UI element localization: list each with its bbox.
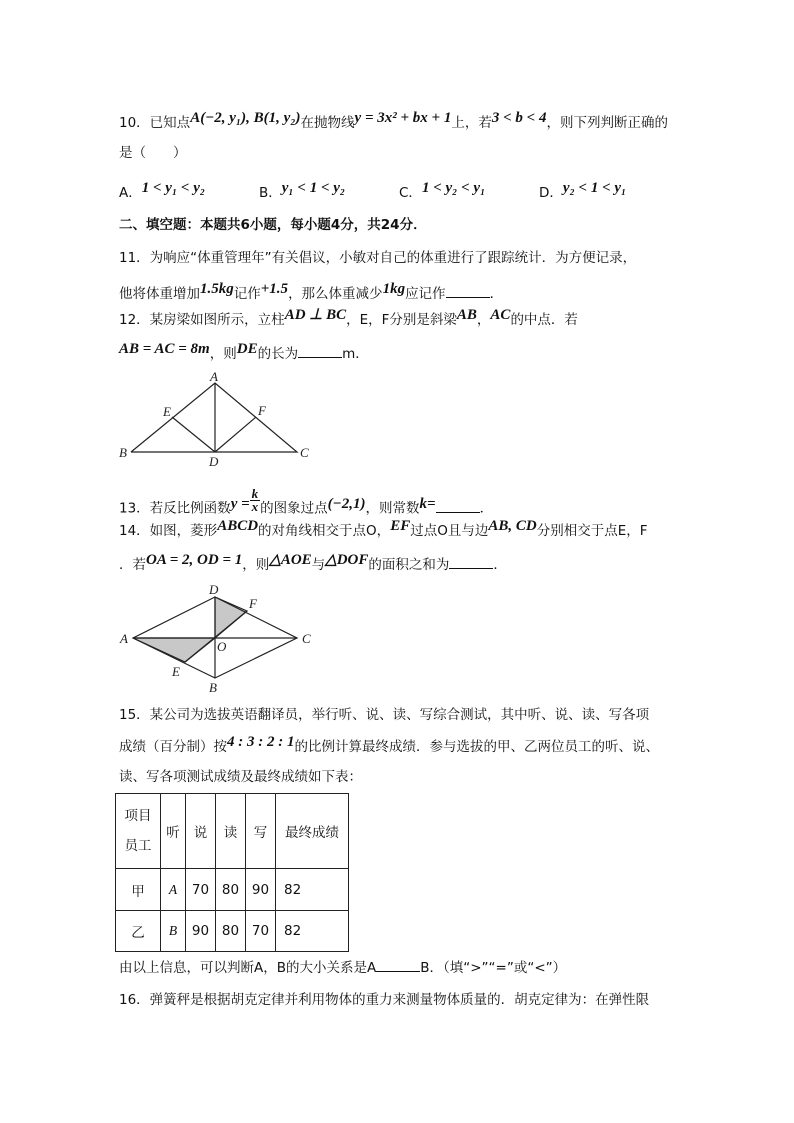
q14-line2 (119, 554, 507, 574)
q11-text: ，那么体重减少 (288, 286, 383, 302)
q12-text: ， (476, 312, 491, 328)
table-header-row (116, 794, 349, 869)
header-cell: 写 (246, 794, 276, 869)
option-expr: 1 < y₂ < y₁ (421, 180, 486, 196)
q12-text: 的中点．若 (510, 312, 578, 328)
cell: 80 (216, 869, 246, 911)
beam-df (215, 417, 256, 452)
cell: 甲 (116, 869, 161, 911)
table-row (116, 869, 349, 911)
q10-text: 10．已知点 (119, 115, 191, 131)
q10-condition-math: 3 < b < 4 (491, 110, 547, 126)
shaded-triangle-dof (215, 597, 247, 638)
q14-text: 过点O且与边 (410, 523, 489, 539)
fig1-label-d: D (209, 454, 219, 469)
header-corner-top: 项目 (124, 808, 152, 824)
q11-line1: 11．为响应“体重管理年”有关倡议，小敏对自己的体重进行了跟踪统计．为方便记录， (119, 250, 637, 266)
q14-text: 14．如图，菱形 (119, 523, 218, 539)
option-label: C． (399, 185, 422, 201)
q12-text: ，则 (209, 346, 237, 362)
q15-line2 (119, 734, 659, 756)
option-label: A． (119, 185, 142, 201)
q13-math: (−2,1) (327, 495, 366, 512)
fig2-label-d: D (209, 582, 219, 597)
q10-text: 在抛物线 (300, 115, 355, 131)
q14-text: ，则 (242, 557, 270, 573)
option-expr: y₂ < 1 < y₁ (562, 180, 627, 196)
fig2-label-c: C (302, 631, 311, 646)
q16-line1: 16．弹簧秤是根据胡克定律并利用物体的重力来测量物体质量的．胡克定律为：在弹性限 (119, 992, 650, 1008)
q10-line2: 是（ ） (119, 145, 187, 161)
q14-text: 的面积之和为 (368, 557, 450, 573)
q10-parabola-math: y = 3x² + bx + 1 (354, 110, 452, 126)
fig1-label-e: E (163, 404, 171, 419)
q12-text: 12．某房梁如图所示，立柱 (119, 312, 285, 328)
q14-math: OA = 2, OD = 1 (146, 552, 243, 568)
section-heading: 二、填空题：本题共6小题，每小题4分，共24分． (119, 217, 427, 233)
cell: 80 (216, 911, 246, 952)
q14-text: 与 (311, 557, 326, 573)
q12-math: DE (236, 341, 258, 357)
q15-text: 由以上信息，可以判断A，B的大小关系是A (119, 960, 377, 976)
q14-math: AB, CD (488, 518, 537, 534)
fig1-label-a: A (210, 369, 218, 384)
q15-line1: 15．某公司为选拔英语翻译员，举行听、说、读、写综合测试，其中听、说、读、写各项 (119, 707, 650, 723)
header-cell: 读 (216, 794, 246, 869)
option-expr: y₁ < 1 < y₂ (281, 180, 346, 196)
cell: B (161, 911, 186, 952)
q13-line (119, 486, 494, 521)
fraction-denominator: x (251, 499, 259, 514)
cell: A (161, 869, 186, 911)
q12-text: 的长为 (257, 346, 299, 362)
score-table (115, 793, 349, 952)
q15-line4 (119, 957, 566, 977)
q14-math: △AOE (269, 552, 312, 568)
header-cell: 说 (186, 794, 216, 869)
q14-text: 的对角线相交于点O， (258, 523, 391, 539)
q12-text: m． (342, 346, 369, 362)
fig2-label-e: E (172, 664, 180, 679)
header-corner-bottom: 员工 (124, 838, 152, 854)
q13-math: y = (230, 495, 250, 512)
fig1-label-b: B (119, 445, 127, 460)
q13-math: k= (419, 495, 436, 512)
q15-ratio-math: 4 : 3 : 2 : 1 (227, 734, 295, 750)
fig2-label-f: F (249, 596, 257, 611)
cell: 82 (276, 911, 349, 952)
answer-blank[interactable] (436, 498, 480, 513)
beam-figure (131, 383, 297, 452)
q14-text: 分别相交于点E，F (536, 523, 648, 539)
cell: 82 (276, 869, 349, 911)
fig1-label-c: C (300, 445, 309, 460)
q10-text: 上，若 (451, 115, 492, 131)
q15-text: 的比例计算最终成绩．参与选拔的甲、乙两位员工的听、说、 (294, 739, 659, 755)
cell: 90 (246, 869, 276, 911)
q14-text: ．若 (119, 557, 146, 573)
q12-text: ，E，F分别是斜梁 (346, 312, 457, 328)
q13-text: ． (479, 500, 494, 517)
cell: 70 (246, 911, 276, 952)
q11-math: 1kg (382, 281, 406, 297)
option-label: D． (539, 185, 563, 201)
fig2-label-a: A (120, 631, 128, 646)
cell: 90 (186, 911, 216, 952)
cell: 乙 (116, 911, 161, 952)
q11-text: ． (489, 286, 504, 302)
cell: 70 (186, 869, 216, 911)
q13-text: 13．若反比例函数 (119, 500, 231, 517)
answer-blank[interactable] (449, 554, 493, 569)
option-label: B． (259, 185, 282, 201)
fraction-numerator: k (251, 486, 259, 501)
q15-line3: 读、写各项测试成绩及最终成绩如下表： (119, 769, 362, 785)
q13-text: 的图象过点 (260, 500, 328, 517)
q10-points-math: A(−2, y₁), B(1, y₂) (190, 110, 301, 126)
rhombus-figure (133, 597, 297, 678)
answer-blank[interactable] (376, 957, 420, 972)
q12-math: AB = AC = 8m (119, 341, 210, 357)
option-expr: 1 < y₁ < y₂ (141, 180, 206, 196)
q10-text: ，则下列判断正确的 (546, 115, 668, 131)
fig2-label-b: B (209, 680, 217, 695)
q14-math: ABCD (217, 518, 259, 534)
q14-math: EF (390, 518, 411, 534)
beam-outline (131, 383, 297, 452)
q11-math: 1.5kg (200, 281, 234, 297)
q11-text: 他将体重增加 (119, 286, 200, 302)
q13-fraction (250, 488, 261, 513)
q11-text: 记作 (233, 286, 261, 302)
q14-text: ． (493, 557, 507, 573)
table-row (116, 911, 349, 952)
header-cell: 最终成绩 (276, 794, 349, 869)
header-corner (116, 794, 161, 869)
q12-math: AB (456, 307, 477, 323)
q14-math: △DOF (325, 552, 369, 568)
q14-line1 (119, 518, 648, 540)
q12-math: AD ⊥ BC (284, 307, 347, 323)
header-cell: 听 (161, 794, 186, 869)
q15-text: B．（填“>”“=”或“<”） (420, 960, 567, 976)
fig2-label-o: O (217, 639, 227, 654)
q13-text: ，则常数 (365, 500, 420, 517)
fig1-label-f: F (258, 403, 266, 418)
q11-text: 应记作 (405, 286, 446, 302)
q11-math: +1.5 (260, 281, 289, 297)
beam-de (172, 417, 215, 452)
q12-math: AC (490, 307, 511, 323)
q15-text: 成绩（百分制）按 (119, 739, 227, 755)
